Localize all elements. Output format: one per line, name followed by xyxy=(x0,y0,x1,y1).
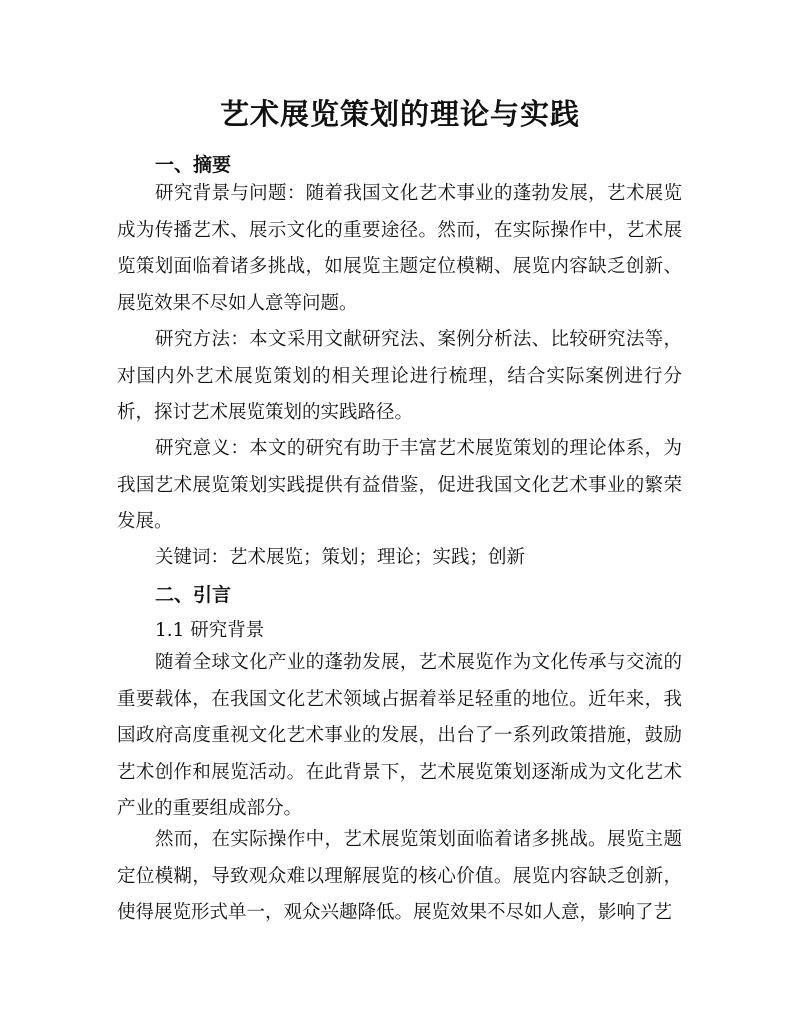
abstract-significance-paragraph: 研究意义：本文的研究有助于丰富艺术展览策划的理论体系，为我国艺术展览策划实践提供有益借鉴，促进我国文化艺术事业的繁荣发展。 xyxy=(117,438,682,532)
abstract-heading: 一、摘要 xyxy=(155,154,232,176)
research-background-subheading: 1.1 研究背景 xyxy=(155,620,265,641)
introduction-heading: 二、引言 xyxy=(155,584,232,606)
abstract-methods-paragraph: 研究方法：本文采用文献研究法、案例分析法、比较研究法等，对国内外艺术展览策划的相关理论进行梳理，结合实际案例进行分析，探讨艺术展览策划的实践路径。 xyxy=(117,329,682,423)
introduction-paragraph-1: 随着全球文化产业的蓬勃发展，艺术展览作为文化传承与交流的重要载体，在我国文化艺术领域占据着举足轻重的地位。近年来，我国政府高度重视文化艺术事业的发展，出台了一系列政策措施，鼓励艺术创作和展览活动。在此背景下，艺术展览策划逐渐成为文化艺术产业的重要组成部分。 xyxy=(117,652,682,819)
abstract-background-paragraph: 研究背景与问题：随着我国文化艺术事业的蓬勃发展，艺术展览成为传播艺术、展示文化的重要途径。然而，在实际操作中，艺术展览策划面临着诸多挑战，如展览主题定位模糊、展览内容缺乏创新、展览效果不尽如人意等问题。 xyxy=(117,183,682,314)
keywords-line: 关键词：艺术展览；策划；理论；实践；创新 xyxy=(155,547,526,568)
introduction-paragraph-2: 然而，在实际操作中，艺术展览策划面临着诸多挑战。展览主题定位模糊，导致观众难以理解展览的核心价值。展览内容缺乏创新，使得展览形式单一，观众兴趣降低。展览效果不尽如人意，影响了艺 xyxy=(117,829,682,923)
document-title: 艺术展览策划的理论与实践 xyxy=(219,97,580,131)
